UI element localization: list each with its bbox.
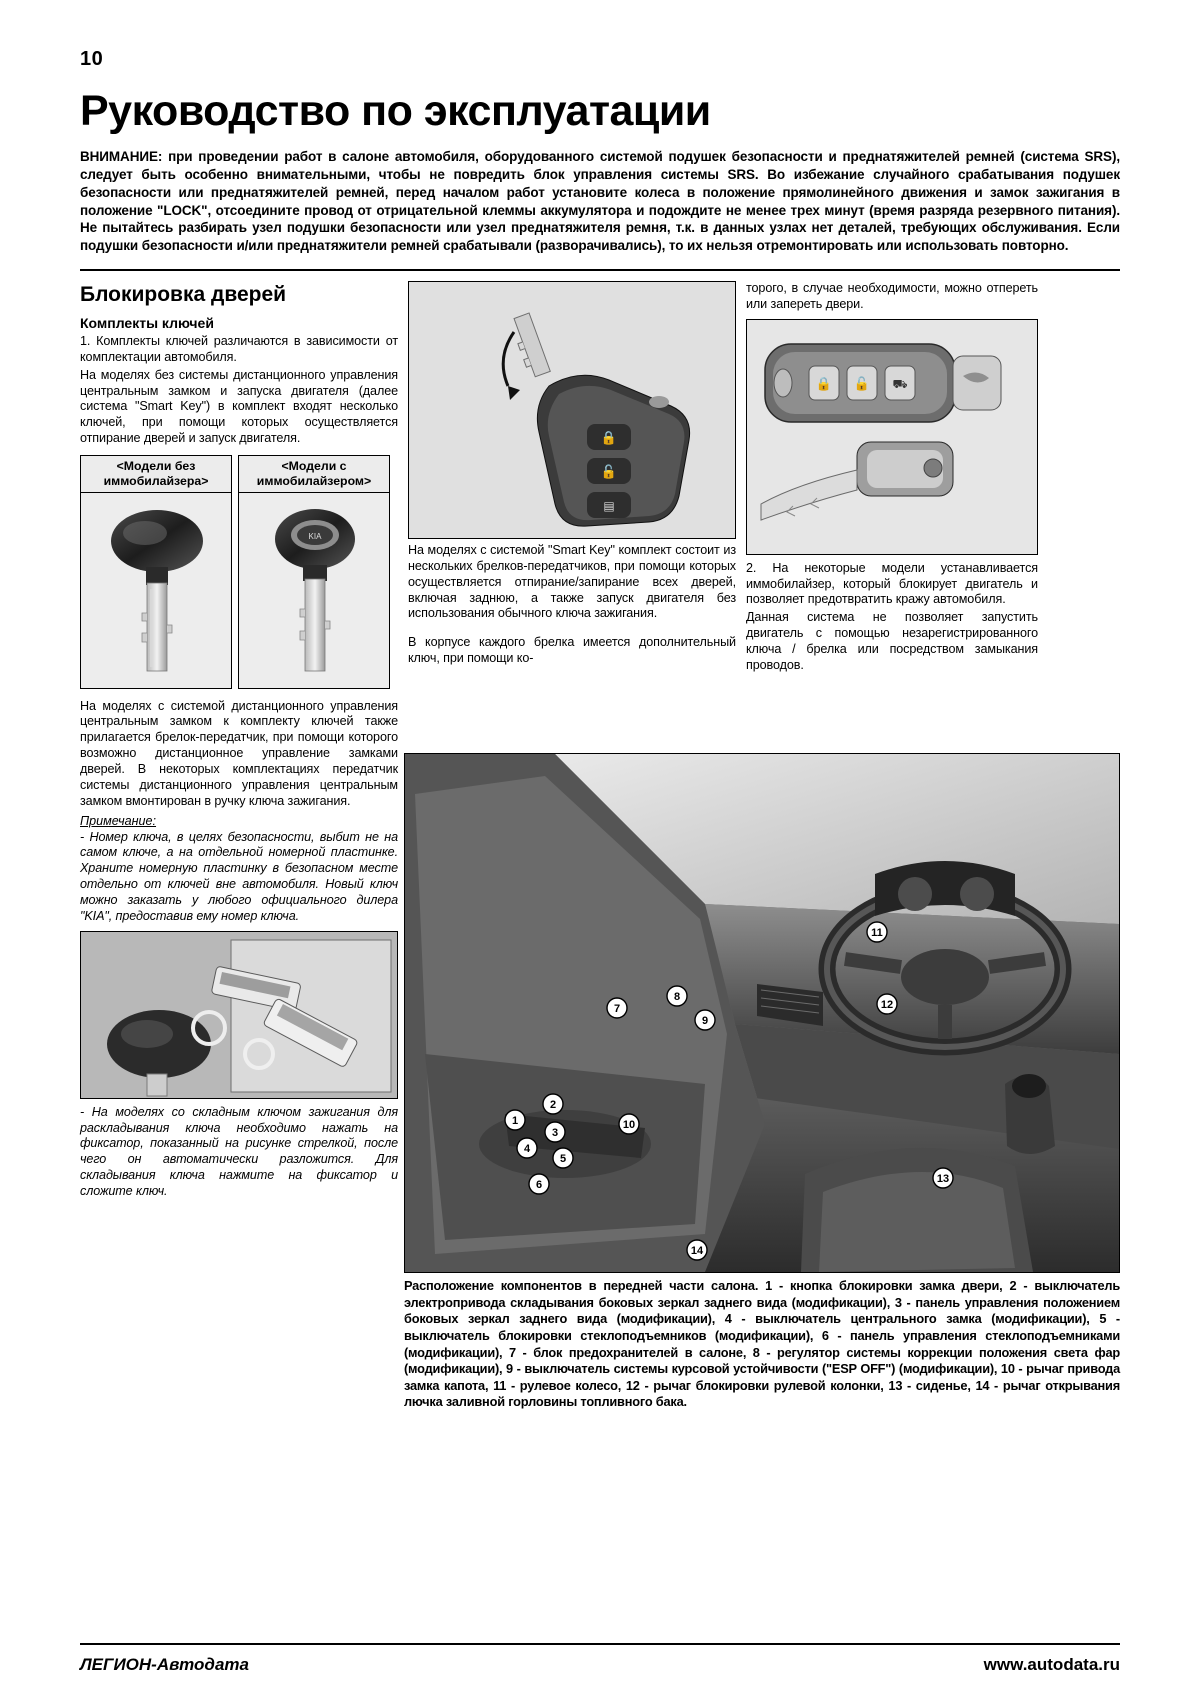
page-title: Руководство по эксплуатации	[80, 87, 711, 135]
warning-block	[80, 148, 1120, 255]
svg-text:2: 2	[549, 1099, 557, 1111]
key-without-immobilizer-label: <Модели без иммобилайзера>	[103, 459, 209, 488]
key-with-immobilizer	[238, 455, 390, 689]
svg-text:12: 12	[880, 999, 894, 1011]
svg-text:13: 13	[936, 1173, 950, 1185]
left-paragraph-1: 1. Комплекты ключей различаются в зависимости от комплектации автомобиля.	[80, 334, 398, 364]
left-paragraph-3: На моделях с системой дистанционного управления центральным замком к комплекту ключей также прилагается брелок-передатчик, при помощи которого возможно дистанционное управление замками дверей. В некоторых комплектациях передатчик системы дистанционного управления центральным замком вмонтирован в ручку ключа зажигания.	[80, 698, 398, 808]
folding-key-figure	[408, 281, 736, 539]
svg-text:8: 8	[673, 991, 681, 1003]
svg-text:4: 4	[523, 1143, 531, 1155]
svg-text:14: 14	[690, 1245, 704, 1257]
svg-text:🔓: 🔓	[600, 465, 618, 481]
svg-text:🔒: 🔒	[815, 376, 833, 392]
page-footer	[80, 1655, 1120, 1675]
right-paragraph-3: Данная система не позволяет запустить двигатель с помощью незарегистрированного ключа / брелка или посредством замыкания проводов.	[746, 610, 1038, 672]
right-paragraph-top: торого, в случае необходимости, можно отпереть или запереть двери.	[746, 281, 1038, 311]
left-paragraph-2: На моделях без системы дистанционного управления центральным замком и запуска двигателя (далее система "Smart Key") в комплект входят несколько ключей, при помощи которых осуществляется отпирание дверей и запуск двигателя.	[80, 367, 398, 446]
mid-paragraph-extra: В корпусе каждого брелка имеется дополнительный ключ, при помощи ко-	[408, 634, 736, 665]
footer-divider	[80, 1643, 1120, 1645]
svg-text:KIA: KIA	[308, 531, 322, 541]
svg-text:7: 7	[613, 1003, 621, 1015]
interior-caption: Расположение компонентов в передней части салона. 1 - кнопка блокировки замка двери, 2 - выключатель электропривода складывания боковых зеркал заднего вида (модификации), 3 - панель управления положением боковых зеркал заднего вида (модификации), 4 - выключатель центрального замка (модификации), 5 - выключатель блокировки стеклоподъемников (модификации), 6 - панель управления стеклоподъемниками (модификации), 7 - блок предохранителей в салоне, 8 - регулятор системы коррекции положения света фар (модификации), 9 - выключатель системы курсовой устойчивости ("ESP OFF") (модификации), 10 - рычаг привода замка капота, 11 - рулевое колесо, 12 - рычаг блокировки рулевой колонки, 13 - сиденье, 14 - рычаг открывания лючка заливной горловины топливного бака.	[404, 1278, 1120, 1410]
svg-text:⛟: ⛟	[892, 376, 908, 391]
key-tag-photo	[80, 931, 398, 1099]
section-title: Блокировка дверей	[80, 283, 287, 307]
website-url[interactable]: www.autodata.ru	[983, 1655, 1120, 1674]
svg-text:10: 10	[622, 1119, 636, 1131]
page-number: 10	[80, 48, 104, 70]
key-without-immobilizer-image	[81, 492, 231, 688]
interior-photo	[404, 753, 1120, 1273]
note-2: - На моделях со складным ключом зажигания для раскладывания ключа необходимо нажать на фиксатор, показанный на рисунке стрелкой, после чего он автоматически разложится. Для складывания ключа нажмите на фиксатор и сложите ключ.	[80, 1104, 398, 1198]
left-column	[80, 281, 398, 1202]
smart-key-figure	[746, 319, 1038, 555]
subsection-title: Комплекты ключей	[80, 315, 214, 332]
svg-text:▤: ▤	[603, 499, 615, 514]
svg-text:9: 9	[701, 1015, 709, 1027]
svg-text:1: 1	[511, 1115, 519, 1127]
note-heading: Примечание:	[80, 813, 157, 828]
svg-text:5: 5	[559, 1153, 567, 1165]
interior-figure-block	[404, 747, 1120, 1424]
warning-text: при проведении работ в салоне автомобиля, оборудованного системой подушек безопасности и преднатяжителей ремней (система SRS), следует быть особенно внимательными, чтобы не повредить блок управления системы SRS. Во избежание случайного срабатывания подушек безопасности или преднатяжителей ремней, перед началом работ установите колеса в положение прямолинейного движения и замок зажигания в положение "LOCK", отсоедините провод от отрицательной клеммы аккумулятора и подождите не менее трех минут (время разряда резервного питания). Не пытайтесь разбирать узел подушки безопасности или узел преднатяжителя ремня, т.к. в данных узлах нет деталей, требующих обслуживания. Если подушки безопасности и/или преднатяжители ремней срабатывали (разворачивались), то их нельзя отремонтировать или использовать повторно.	[80, 149, 1120, 254]
key-variants-figure	[80, 455, 398, 689]
publisher-name: ЛЕГИОН-Автодата	[80, 1655, 249, 1674]
warning-label: ВНИМАНИЕ:	[80, 149, 163, 165]
key-with-immobilizer-label: <Модели с иммобилайзером>	[256, 459, 372, 488]
divider	[80, 269, 1120, 271]
svg-text:3: 3	[551, 1127, 559, 1139]
key-without-immobilizer	[80, 455, 232, 689]
svg-text:6: 6	[535, 1179, 543, 1191]
note-1: - Номер ключа, в целях безопасности, выбит не на самом ключе, а на отдельной номерной пластинке. Храните номерную пластинку в безопасном месте отдельно от ключей вне автомобиля. Новый ключ можно заказать у любого официального дилера "KIA", предоставив ему номер ключа.	[80, 829, 398, 923]
svg-text:🔒: 🔒	[600, 431, 618, 447]
svg-text:11: 11	[871, 927, 883, 939]
svg-text:🔓: 🔓	[853, 376, 871, 392]
key-with-immobilizer-image	[239, 492, 389, 688]
right-paragraph-2: 2. На некоторые модели устанавливается иммобилайзер, который блокирует двигатель и позволяет предотвратить кражу автомобиля.	[746, 560, 1038, 607]
mid-figure-caption: На моделях с системой "Smart Key" комплект состоит из нескольких брелков-передатчиков, при помощи которых осуществляется отпирание/запирание всех дверей, включая заднюю, а также запуск двигателя без использования обычного ключа зажигания.	[408, 543, 736, 621]
